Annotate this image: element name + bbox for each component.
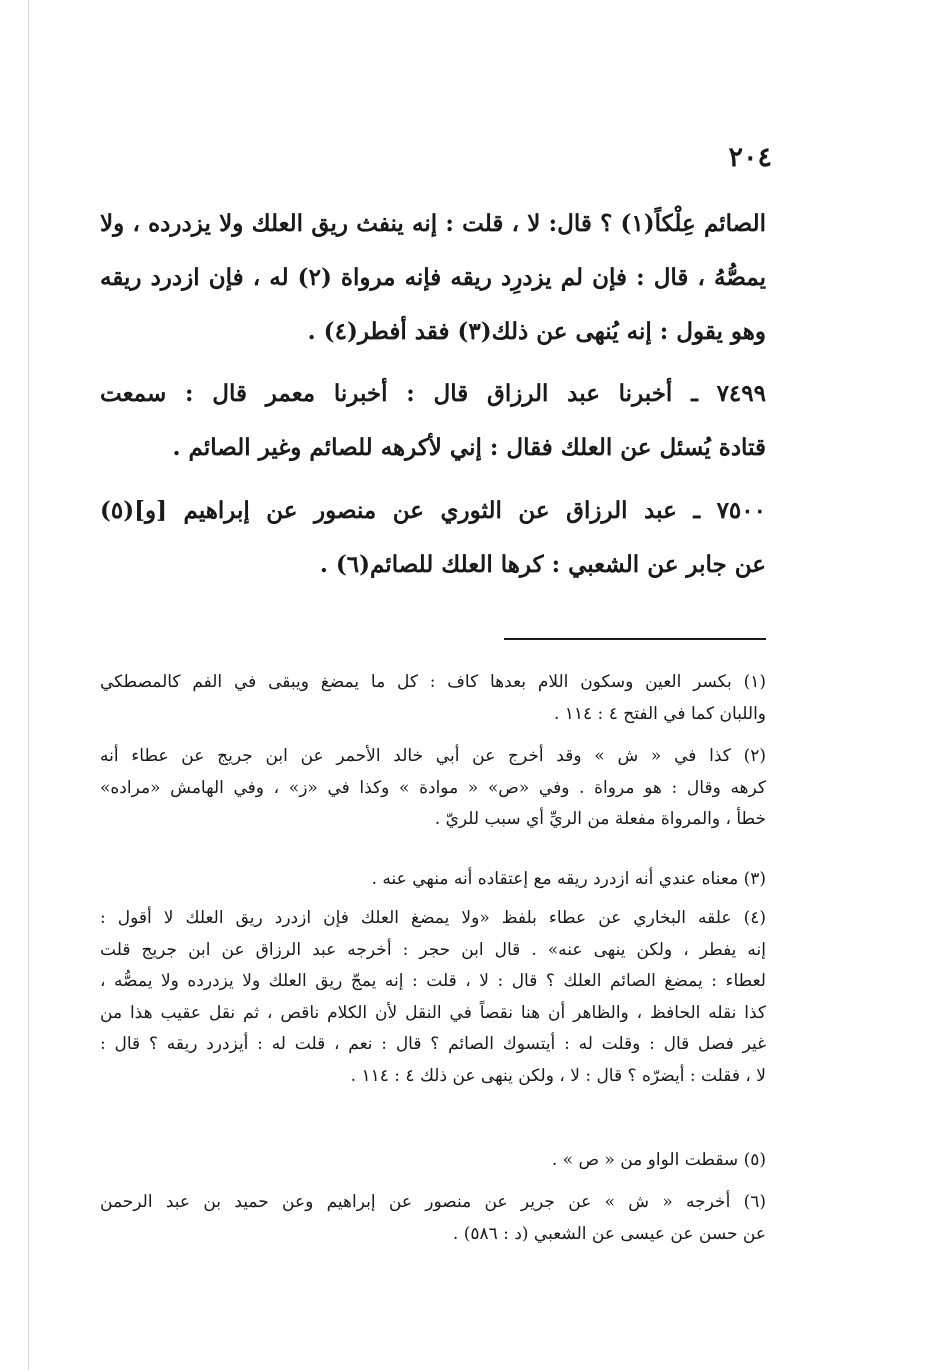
footnote-3: [100, 864, 766, 896]
paragraph-7500: [100, 484, 766, 592]
text-line: ٧٤٩٩ ـ أخبرنا عبد الرزاق قال : أخبرنا معمر قال : سمعت: [100, 380, 766, 407]
footnote-line: كرهه وقال : هو مرواة . وفي «ص» « موادة » وكذا في «ز» ، وفي الهامش «مراده»: [100, 777, 766, 798]
footnote-line: (٣) معناه عندي أنه ازدرد ريقه مع إعتقاده أنه منهي عنه .: [371, 869, 766, 889]
text-line: عن جابر عن الشعبي : كرها العلك للصائم(٦) .: [319, 551, 766, 578]
paragraph-1: [100, 197, 766, 359]
footnote-5: [100, 1145, 766, 1177]
footnote-line: غير فصل قال : وقلت له : أيتسوك الصائم ؟ قال : نعم ، قلت له : أيزدرد ريقه ؟ قال :: [100, 1034, 766, 1054]
text-line: وهو يقول : إنه يُنهى عن ذلك(٣) فقد أفطر(٤) .: [307, 318, 766, 345]
footnote-line: إنه يفطر ، ولكن ينهى عنه» . قال ابن حجر : أخرجه عبد الرزاق عن ابن جريج قلت: [100, 939, 766, 960]
footnote-2: [100, 741, 766, 836]
text-line: يمصُّهُ ، قال : فإن لم يزدرِد ريقه فإنه مرواة (٢) له ، فإن ازدرد ريقه: [100, 264, 766, 291]
footnote-line: (٥) سقطت الواو من « ص » .: [551, 1150, 766, 1170]
footnote-line: لا ، فقلت : أيضرّه ؟ قال : لا ، ولكن ينهى عن ذلك ٤ : ١١٤ .: [350, 1065, 766, 1086]
page-edge: [28, 0, 29, 1370]
paragraph-7499: [100, 367, 766, 475]
text-line: ٧٥٠٠ ـ عبد الرزاق عن الثوري عن منصور عن إبراهيم [و](٥): [100, 497, 766, 524]
footnote-line: خطأ ، والمرواة مفعلة من الريِّ أي سبب للريّ .: [434, 809, 766, 829]
text-line: قتادة يُسئل عن العلك فقال : إني لأكرهه للصائم وغير الصائم .: [172, 434, 766, 461]
text-line: الصائم عِلْكاً(١) ؟ قال: لا ، قلت : إنه ينفث ريق العلك ولا يزدرده ، ولا: [100, 210, 766, 237]
footnote-line: (١) بكسر العين وسكون اللام بعدها كاف : كل ما يمضغ ويبقى في الفم كالمصطكي: [100, 672, 766, 692]
footnote-line: (٤) علقه البخاري عن عطاء بلفظ «ولا يمضغ العلك فإن ازدرد ريق العلك لا أقول :: [100, 908, 766, 928]
footnote-line: واللبان كما في الفتح ٤ : ١١٤ .: [553, 703, 766, 724]
footnote-line: عن حسن عن عيسى عن الشعبي (د : ٥٨٦) .: [452, 1223, 766, 1244]
footnote-line: (٦) أخرجه « ش » عن جرير عن منصور عن إبراهيم وعن حميد بن عبد الرحمن: [100, 1192, 766, 1212]
page-number: ٢٠٤: [728, 142, 772, 173]
footnote-4: [100, 903, 766, 1092]
footnote-line: لعطاء : يمضغ الصائم العلك ؟ قال : لا ، قلت : إنه يمجّ ريق العلك ولا يزدرده ولا يمصُّه ،: [100, 971, 766, 991]
footnote-line: كذا نقله الحافظ ، والظاهر أن هنا نقصاً في النقل لأن الكلام ناقص ، ثم نقل عقيب هذا من: [100, 1002, 766, 1023]
footnote-line: (٢) كذا في « ش » وقد أخرج عن أبي خالد الأحمر عن ابن جريج عن عطاء أنه: [100, 746, 766, 766]
footnote-1: [100, 667, 766, 730]
footnote-6: [100, 1187, 766, 1250]
footnote-divider: [504, 638, 766, 640]
